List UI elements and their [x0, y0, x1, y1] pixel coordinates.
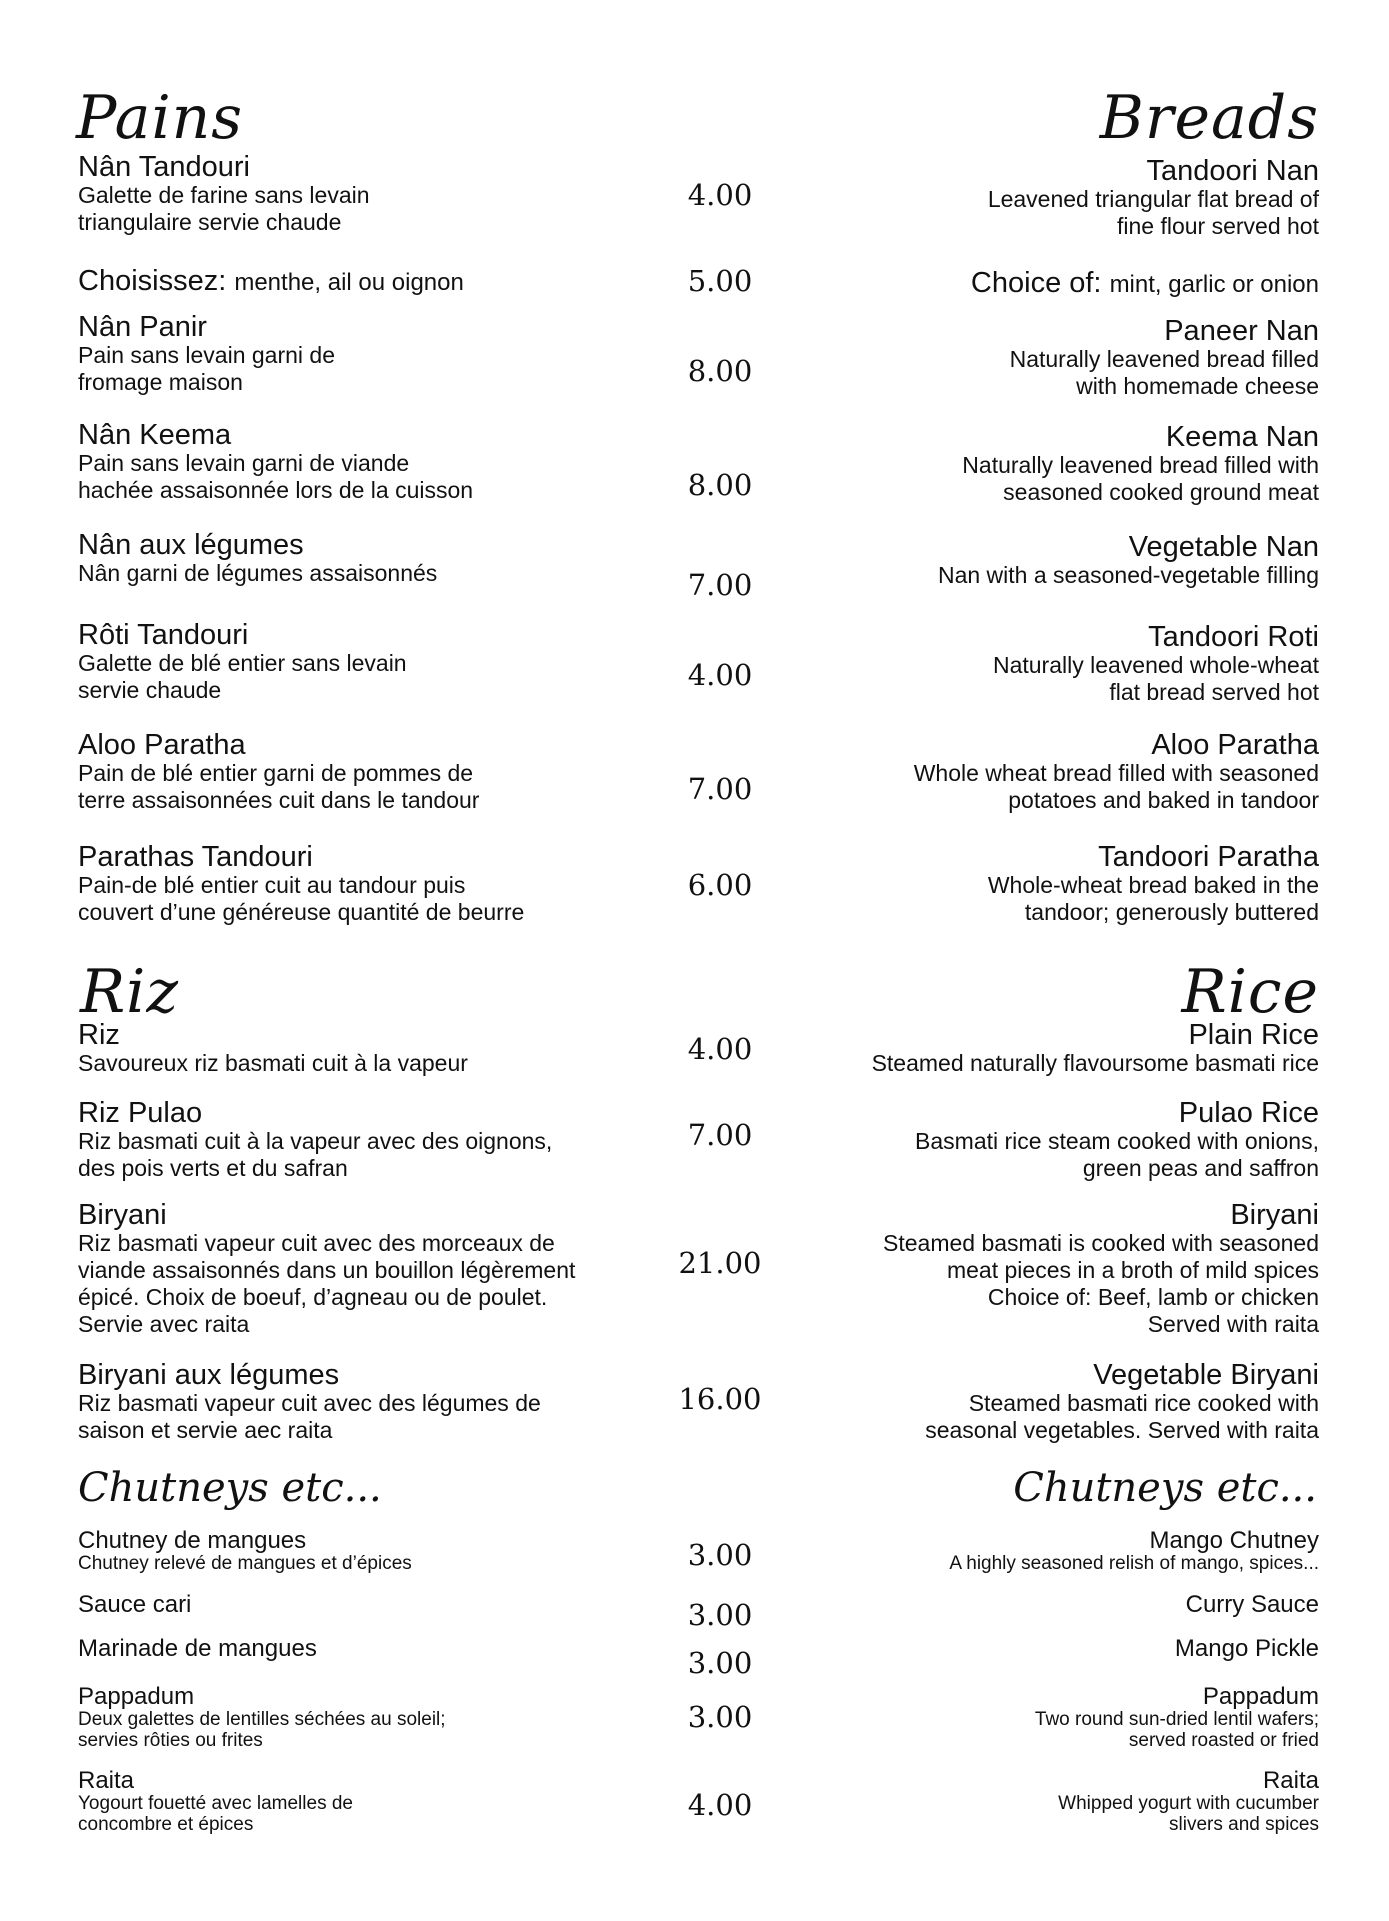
item-name-en: Tandoori Nan — [1146, 155, 1319, 187]
item-desc-fr: Pain sans levain garni de viande — [78, 450, 410, 476]
item-desc-en: Whipped yogurt with cucumber — [1058, 1793, 1319, 1814]
item-name-en: Curry Sauce — [1185, 1591, 1319, 1618]
item-desc-fr: viande assaisonnés dans un bouillon légèrement — [78, 1257, 576, 1283]
item-name-fr: Nân Panir — [78, 311, 207, 343]
item-name-fr: Aloo Paratha — [78, 729, 246, 761]
item-desc-fr: saison et servie aec raita — [78, 1417, 333, 1443]
menu-item-en — [799, 622, 1319, 706]
menu-item-en — [799, 1020, 1319, 1077]
item-desc-en: A highly seasoned relish of mango, spices... — [949, 1553, 1319, 1574]
item-name-en: Plain Rice — [1188, 1019, 1319, 1051]
item-desc-fr: Pain sans levain garni de — [78, 342, 335, 368]
item-desc-fr: Galette de blé entier sans levain — [78, 650, 407, 676]
item-name-fr: Nân aux légumes — [78, 529, 304, 561]
item-name-en: Mango Chutney — [1149, 1527, 1319, 1554]
item-desc-en: meat pieces in a broth of mild spices — [946, 1257, 1319, 1283]
menu-item-fr — [78, 730, 638, 814]
item-desc-en: potatoes and baked in tandoor — [1008, 787, 1319, 813]
item-desc-fr: Yogourt fouetté avec lamelles de — [78, 1793, 353, 1814]
item-desc-en: flat bread served hot — [1109, 679, 1319, 705]
menu-item-en — [799, 316, 1319, 400]
item-name-en: Choice of: — [970, 267, 1102, 299]
item-desc-fr: concombre et épices — [78, 1814, 254, 1835]
item-desc-fr: épicé. Choix de boeuf, d’agneau ou de poulet. — [78, 1284, 548, 1310]
item-desc-en: fine flour served hot — [1116, 213, 1319, 239]
item-name-fr: Sauce cari — [78, 1591, 192, 1618]
item-name-en: Mango Pickle — [1174, 1635, 1319, 1662]
item-price: 7.00 — [687, 772, 753, 806]
item-desc-en: Basmati rice steam cooked with onions, — [915, 1128, 1319, 1154]
item-name-en: Tandoori Paratha — [1098, 841, 1319, 873]
item-name-fr: Marinade de mangues — [78, 1635, 317, 1662]
menu-item-fr — [78, 620, 638, 704]
section-title-breads-fr: Pains — [76, 83, 244, 153]
item-desc-en: green peas and saffron — [1082, 1155, 1319, 1181]
item-desc-fr: Riz basmati cuit à la vapeur avec des oignons, — [78, 1128, 553, 1154]
item-price: 8.00 — [687, 468, 753, 502]
item-price: 7.00 — [687, 568, 753, 602]
item-desc-en: Steamed basmati is cooked with seasoned — [883, 1230, 1319, 1256]
item-name-en: Vegetable Biryani — [1093, 1359, 1319, 1391]
item-price: 3.00 — [687, 1538, 753, 1572]
menu-item-fr — [78, 530, 638, 587]
menu-item-fr — [78, 152, 638, 236]
item-price: 3.00 — [687, 1598, 753, 1632]
section-title-chutneys-fr: Chutneys etc... — [78, 1465, 382, 1511]
item-desc-fr: triangulaire servie chaude — [78, 209, 342, 235]
menu-item-fr — [78, 312, 638, 396]
item-price: 21.00 — [678, 1246, 762, 1280]
item-desc-fr: Deux galettes de lentilles séchées au soleil; — [78, 1709, 446, 1730]
item-name-fr: Biryani aux légumes — [78, 1359, 340, 1391]
item-price: 4.00 — [687, 658, 753, 692]
item-price: 3.00 — [687, 1646, 753, 1680]
item-desc-fr: servie chaude — [78, 677, 222, 703]
item-desc-en: seasonal vegetables. Served with raita — [925, 1417, 1319, 1443]
menu-item-en — [799, 842, 1319, 926]
item-desc-fr: hachée assaisonnée lors de la cuisson — [78, 477, 474, 503]
item-name-en: Pappadum — [1202, 1683, 1319, 1710]
item-desc-en: seasoned cooked ground meat — [1003, 479, 1319, 505]
item-name-fr: Biryani — [78, 1199, 167, 1231]
section-title-chutneys-en: Chutneys etc... — [1013, 1465, 1317, 1511]
item-desc-fr: Pain-de blé entier cuit au tandour puis — [78, 872, 466, 898]
item-desc-fr: Riz basmati vapeur cuit avec des morceaux de — [78, 1230, 555, 1256]
item-price: 4.00 — [687, 1032, 753, 1066]
menu-item-fr — [78, 1528, 638, 1574]
item-desc-fr: Chutney relevé de mangues et d’épices — [78, 1553, 412, 1574]
item-desc-en: slivers and spices — [1169, 1814, 1319, 1835]
item-name-en: Paneer Nan — [1164, 315, 1319, 347]
item-name-en: Keema Nan — [1165, 421, 1319, 453]
item-desc-fr: Riz basmati vapeur cuit avec des légumes de — [78, 1390, 541, 1416]
menu-item-fr — [78, 266, 638, 298]
item-desc-en: Choice of: Beef, lamb or chicken — [987, 1284, 1319, 1310]
section-title-rice-en: Rice — [1181, 957, 1319, 1027]
item-price: 8.00 — [687, 354, 753, 388]
item-price: 3.00 — [687, 1700, 753, 1734]
menu-item-en — [799, 1684, 1319, 1751]
item-name-fr: Raita — [78, 1767, 135, 1794]
menu-item-en — [799, 532, 1319, 589]
item-desc-en: Steamed basmati rice cooked with — [968, 1390, 1319, 1416]
item-name-fr: Riz Pulao — [78, 1097, 203, 1129]
item-desc-fr: fromage maison — [78, 369, 243, 395]
item-name-fr: Rôti Tandouri — [78, 619, 249, 651]
item-desc-fr: Savoureux riz basmati cuit à la vapeur — [78, 1050, 468, 1076]
item-desc-en: with homemade cheese — [1076, 373, 1319, 399]
item-price: 4.00 — [687, 1788, 753, 1822]
item-desc-en: Steamed naturally flavoursome basmati rice — [871, 1050, 1319, 1076]
item-desc-en: Whole-wheat bread baked in the — [987, 872, 1319, 898]
item-price: 7.00 — [687, 1118, 753, 1152]
menu-item-fr — [78, 1020, 638, 1077]
menu-item-fr — [78, 420, 638, 504]
item-name-en: Vegetable Nan — [1128, 531, 1319, 563]
item-name-en: Pulao Rice — [1178, 1097, 1319, 1129]
section-title-breads-en: Breads — [1099, 83, 1319, 153]
menu-item-en — [799, 1528, 1319, 1574]
item-desc-fr: menthe, ail ou oignon — [234, 269, 464, 296]
item-desc-fr: Servie avec raita — [78, 1311, 250, 1337]
menu-item-en — [799, 268, 1319, 300]
item-desc-en: Nan with a seasoned-vegetable filling — [937, 562, 1319, 588]
item-desc-fr: Galette de farine sans levain — [78, 182, 370, 208]
item-name-fr: Chutney de mangues — [78, 1527, 307, 1554]
item-desc-en: Served with raita — [1147, 1311, 1319, 1337]
item-name-fr: Parathas Tandouri — [78, 841, 313, 873]
item-name-fr: Nân Tandouri — [78, 151, 250, 183]
item-name-fr: Choisissez: — [78, 265, 227, 297]
menu-item-en — [799, 730, 1319, 814]
item-desc-en: Leavened triangular flat bread of — [987, 186, 1319, 212]
item-desc-en: Naturally leavened whole-wheat — [992, 652, 1319, 678]
item-name-fr: Riz — [78, 1019, 120, 1051]
item-desc-fr: servies rôties ou frites — [78, 1730, 263, 1751]
item-price: 5.00 — [687, 264, 753, 298]
item-desc-en: mint, garlic or onion — [1109, 271, 1319, 298]
section-title-rice-fr: Riz — [80, 957, 179, 1027]
item-desc-fr: des pois verts et du safran — [78, 1155, 348, 1181]
menu-item-en — [799, 1768, 1319, 1835]
item-price: 4.00 — [687, 178, 753, 212]
item-name-en: Biryani — [1230, 1199, 1319, 1231]
item-name-en: Raita — [1262, 1767, 1319, 1794]
item-desc-en: Whole wheat bread filled with seasoned — [913, 760, 1319, 786]
menu-item-fr — [78, 1768, 638, 1835]
item-name-en: Tandoori Roti — [1148, 621, 1319, 653]
menu-item-en — [799, 1098, 1319, 1182]
menu-item-fr — [78, 1200, 638, 1338]
item-price: 6.00 — [687, 868, 753, 902]
menu-item-en — [799, 422, 1319, 506]
item-desc-en: Naturally leavened bread filled — [1009, 346, 1319, 372]
menu-item-fr — [78, 1098, 638, 1182]
item-name-fr: Pappadum — [78, 1683, 195, 1710]
item-desc-en: served roasted or fried — [1128, 1730, 1319, 1751]
item-desc-en: tandoor; generously buttered — [1024, 899, 1319, 925]
item-name-fr: Nân Keema — [78, 419, 232, 451]
item-desc-en: Naturally leavened bread filled with — [962, 452, 1319, 478]
menu-item-fr — [78, 1684, 638, 1751]
item-desc-fr: terre assaisonnées cuit dans le tandour — [78, 787, 480, 813]
menu-item-en — [799, 156, 1319, 240]
menu-item-fr — [78, 842, 638, 926]
item-desc-fr: Pain de blé entier garni de pommes de — [78, 760, 474, 786]
item-desc-fr: couvert d’une généreuse quantité de beurre — [78, 899, 525, 925]
menu-item-en — [799, 1360, 1319, 1444]
menu-item-en — [799, 1200, 1319, 1338]
item-name-en: Aloo Paratha — [1151, 729, 1319, 761]
item-desc-en: Two round sun-dried lentil wafers; — [1034, 1709, 1319, 1730]
menu-item-fr — [78, 1360, 638, 1444]
item-price: 16.00 — [678, 1382, 762, 1416]
item-desc-fr: Nân garni de légumes assaisonnés — [78, 560, 438, 586]
